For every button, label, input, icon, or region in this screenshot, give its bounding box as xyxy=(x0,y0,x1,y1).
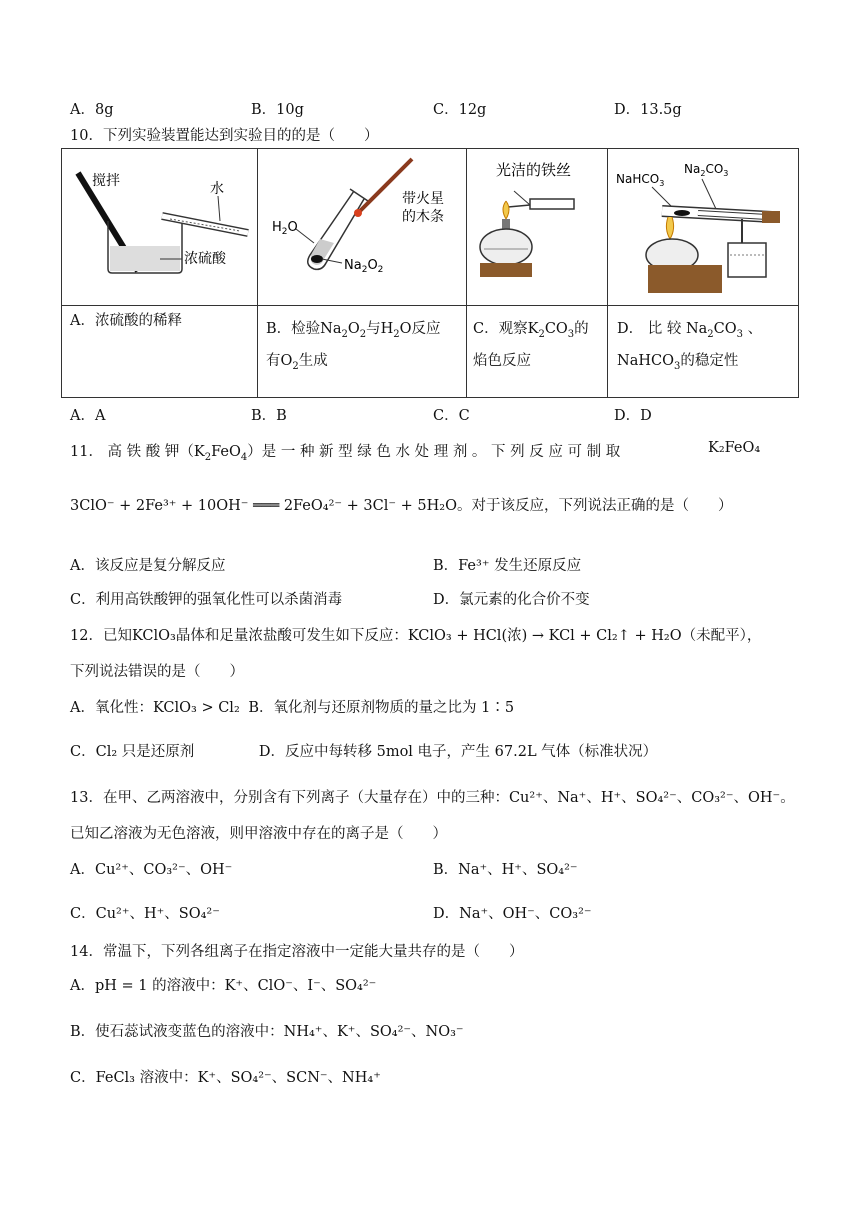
q9-option-c: C．12g xyxy=(433,102,487,118)
q9-option-d: D．13.5g xyxy=(614,102,682,118)
flame-test-figure xyxy=(470,151,605,301)
caption-d: D． 比 较 $Na_2CO_3$ 、 NaHCO$_3$的稳定性 xyxy=(617,321,763,372)
q13-stem-line2: 已知乙溶液为无色溶液，则甲溶液中存在的离子是（ ） xyxy=(70,826,447,842)
conc-acid-label: 浓硫酸 xyxy=(184,251,226,267)
na2o2-test-figure xyxy=(262,151,462,301)
q14-stem: 14．常温下，下列各组离子在指定溶液中一定能大量共存的是（ ） xyxy=(70,944,524,960)
dilution-figure xyxy=(70,151,255,301)
q14-option-a: A．pH = 1 的溶液中：K⁺、ClO⁻、I⁻、SO₄²⁻ xyxy=(70,978,377,994)
iron-wire-label: 光洁的铁丝 xyxy=(496,161,572,179)
na2o2-label: $Na_2O_2$ xyxy=(344,258,384,275)
q10-stem: 10．下列实验装置能达到实验目的的是（ ） xyxy=(70,128,379,144)
q10-option-d: D．D xyxy=(614,408,652,424)
q10-option-b: B．B xyxy=(251,408,287,424)
q12-options-cd xyxy=(70,740,657,761)
q11-option-a: A．该反应是复分解反应 xyxy=(70,558,226,574)
water-label: 水 xyxy=(210,181,224,197)
q12-option-b: B．氧化剂与还原剂物质的量之比为 1∶5 xyxy=(248,700,515,716)
q12-equation: KClO₃ + HCl(浓) → KCl + Cl₂↑ + H₂O xyxy=(407,628,682,644)
q12-option-d: D．反应中每转移 5mol 电子，产生 67.2L 气体（标准状况） xyxy=(258,744,658,760)
q11-equation: 3ClO⁻ + 2Fe³⁺ + 10OH⁻ ═══ 2FeO₄²⁻ + 3Cl⁻ + 5H₂O xyxy=(70,498,457,514)
q9-option-a: A．8g xyxy=(70,102,114,118)
splint-label-2: 的木条 xyxy=(402,209,444,225)
q12-options-ab xyxy=(70,696,514,717)
q10-option-a: A．A xyxy=(70,408,106,424)
q11-stem-line1: 11． 高 铁 酸 钾$(K_2FeO_4)$是 一 种 新 型 绿 色 水 处 理 剂 。 下 列 反 应 可 制 取 xyxy=(70,444,621,463)
q13-option-c: C．Cu²⁺、H⁺、SO₄²⁻ xyxy=(70,906,220,922)
stability-figure xyxy=(612,151,798,301)
caption-a: A．浓硫酸的稀释 xyxy=(70,313,182,329)
caption-c: C．观察$K_2CO_3$的 焰色反应 xyxy=(473,321,589,369)
q10-apparatus-table xyxy=(61,148,799,398)
q12-option-c: C．Cl₂ 只是还原剂 xyxy=(70,744,195,760)
q12-option-a: A．氧化性：KClO₃ > Cl₂ xyxy=(70,700,240,716)
q13-ions: Cu²⁺、Na⁺、H⁺、SO₄²⁻、CO₃²⁻、OH⁻ xyxy=(508,790,781,806)
q9-option-b: B．10g xyxy=(251,102,304,118)
q11-option-d: D．氯元素的化合价不变 xyxy=(433,592,590,608)
q12-stem-line2: 下列说法错误的是（ ） xyxy=(70,664,244,680)
q11-option-c: C．利用高铁酸钾的强氧化性可以杀菌消毒 xyxy=(70,592,343,608)
h2o-label: $H_2O$ xyxy=(272,220,298,237)
q13-option-b: B．Na⁺、H⁺、SO₄²⁻ xyxy=(433,862,578,878)
q11-formula: K₂FeO₄ xyxy=(708,440,761,456)
q13-stem-line1: 13．在甲、乙两溶液中，分别含有下列离子（大量存在）中的三种：Cu²⁺、Na⁺、H⁺、SO₄²⁻、CO₃²⁻、OH⁻。 xyxy=(70,790,795,806)
q13-option-a: A．Cu²⁺、CO₃²⁻、OH⁻ xyxy=(70,862,233,878)
nahco3-label: NaHCO$_3$ xyxy=(616,172,665,188)
q10-option-c: C．C xyxy=(433,408,470,424)
q13-option-d: D．Na⁺、OH⁻、CO₃²⁻ xyxy=(433,906,592,922)
stir-label: 搅拌 xyxy=(92,173,120,189)
q14-option-c: C．FeCl₃ 溶液中：K⁺、SO₄²⁻、SCN⁻、NH₄⁺ xyxy=(70,1070,381,1086)
caption-b: B．检验$Na_2O_2$与$H_2O$反应 有$O_2$生成 xyxy=(266,321,441,372)
q14-option-b: B．使石蕊试液变蓝色的溶液中：NH₄⁺、K⁺、SO₄²⁻、NO₃⁻ xyxy=(70,1024,464,1040)
splint-label-1: 带火星 xyxy=(402,191,444,207)
q11-option-b: B．Fe³⁺ 发生还原反应 xyxy=(433,558,582,574)
na2co3-label: $Na_2CO_3$ xyxy=(684,162,729,178)
q12-stem-line1: 12．已知KClO₃晶体和足量浓盐酸可发生如下反应：KClO₃ + HCl(浓) → KCl + Cl₂↑ + H₂O（未配平）， xyxy=(70,628,762,644)
q11-stem-line2: 3ClO⁻ + 2Fe³⁺ + 10OH⁻ ═══ 2FeO₄²⁻ + 3Cl⁻ + 5H₂O。对于该反应，下列说法正确的是（ ） xyxy=(70,498,733,514)
